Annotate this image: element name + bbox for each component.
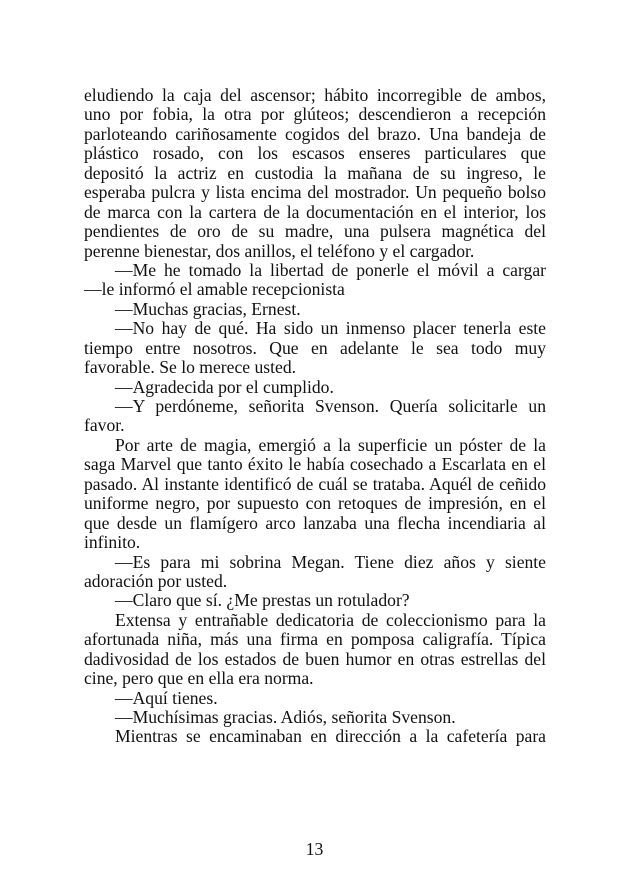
text-line: favor. (84, 415, 125, 436)
text-line: cine, pero que en ella era norma. (84, 668, 314, 689)
text-line: afortunada niña, más una firma en pomposa caligrafía. Típica (84, 629, 546, 650)
text-line: de marca con la cartera de la documentación en el interior, los (84, 201, 546, 222)
text-line: —Me he tomado la libertad de ponerle el móvil a cargar (115, 259, 546, 280)
text-line: —Claro que sí. ¿Me prestas un rotulador? (115, 590, 410, 611)
paragraph (84, 261, 546, 300)
paragraph (84, 378, 546, 397)
paragraph (84, 611, 546, 689)
paragraph (84, 319, 546, 377)
text-line: saga Marvel que tanto éxito le había cosechado a Escarlata en el (84, 454, 546, 475)
text-line: que desde un flamígero arco lanzaba una flecha incendiaria al (84, 512, 546, 533)
text-line: uno por fobia, la otra por glúteos; descendieron a recepción (84, 104, 546, 125)
text-line: pendientes de oro de su madre, una pulsera magnética del (84, 221, 546, 242)
text-line: plástico rosado, con los escasos enseres particulares que (84, 143, 546, 164)
paragraph (84, 553, 546, 592)
page-number: 13 (305, 839, 324, 859)
paragraph (84, 689, 546, 708)
text-line: —No hay de qué. Ha sido un inmenso placer tenerla este (115, 318, 546, 339)
text-line: dadivosidad de los estados de buen humor en otras estrellas del (84, 648, 546, 669)
text-line: —Muchas gracias, Ernest. (115, 298, 301, 319)
text-line: —le informó el amable recepcionista (84, 279, 345, 300)
paragraph (84, 591, 546, 610)
text-line: —Agradecida por el cumplido. (115, 376, 334, 397)
paragraph (84, 300, 546, 319)
page-body (84, 86, 546, 747)
text-line: Mientras se encaminaban en dirección a la cafetería para (115, 726, 546, 747)
text-line: favorable. Se lo merece usted. (84, 357, 297, 378)
text-line: eludiendo la caja del ascensor; hábito incorregible de ambos, (84, 85, 546, 105)
text-line: infinito. (84, 532, 141, 553)
text-line: —Aquí tienes. (115, 687, 218, 708)
text-line: —Muchísimas gracias. Adiós, señorita Svenson. (115, 707, 456, 727)
text-line: adoración por usted. (84, 570, 228, 591)
text-line: —Es para mi sobrina Megan. Tiene diez años y siente (115, 551, 546, 572)
paragraph (84, 397, 546, 436)
text-line: perenne bienestar, dos anillos, el teléfono y el cargador. (84, 240, 475, 261)
paragraph (84, 708, 546, 727)
text-line: depositó la actriz en custodia la mañana de su ingreso, le (84, 162, 546, 183)
text-line: parloteando cariñosamente cogidos del brazo. Una bandeja de (84, 123, 546, 144)
text-line: Extensa y entrañable dedicatoria de coleccionismo para la (115, 609, 546, 630)
text-line: esperaba pulcra y lista encima del mostrador. Un pequeño bolso (84, 182, 546, 203)
text-line: —Y perdóneme, señorita Svenson. Quería solicitarle un (115, 396, 546, 416)
text-line: Por arte de magia, emergió a la superficie un póster de la (115, 434, 546, 455)
text-line: pasado. Al instante identificó de cuál se trataba. Aquél de ceñido (84, 473, 546, 494)
text-line: tiempo entre nosotros. Que en adelante le sea todo muy (84, 337, 546, 358)
paragraph (84, 86, 546, 261)
paragraph (84, 727, 546, 746)
paragraph (84, 436, 546, 553)
text-line: uniforme negro, por supuesto con retoques de impresión, en el (84, 493, 546, 514)
